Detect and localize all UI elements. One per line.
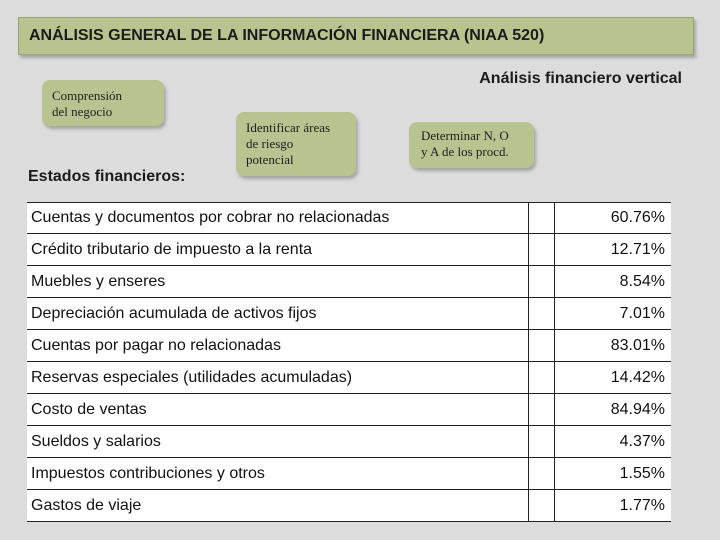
table-row — [27, 202, 671, 234]
table-row — [27, 330, 671, 362]
section-label: Estados financieros: — [28, 168, 186, 185]
row-divider — [529, 362, 555, 393]
row-divider — [529, 490, 555, 521]
row-value: 4.37% — [619, 432, 665, 450]
table-row — [27, 266, 671, 298]
row-divider — [529, 234, 555, 265]
process-step-line: de riesgo — [246, 136, 294, 151]
row-value: 1.55% — [619, 464, 665, 482]
row-name: Reservas especiales (utilidades acumuladas) — [27, 362, 529, 393]
row-divider — [529, 266, 555, 297]
row-name: Crédito tributario de impuesto a la renta — [27, 234, 529, 265]
row-name: Muebles y enseres — [27, 266, 529, 297]
process-step-understanding — [42, 80, 164, 126]
process-step-risk-areas — [236, 112, 356, 176]
row-name: Impuestos contribuciones y otros — [27, 458, 529, 489]
page-title-bar — [18, 17, 694, 55]
process-step-line: Determinar N, O — [421, 128, 509, 143]
table-row — [27, 362, 671, 394]
row-name: Costo de ventas — [27, 394, 529, 425]
financial-table — [27, 202, 671, 522]
table-row — [27, 458, 671, 490]
subtitle: Análisis financiero vertical — [479, 70, 682, 87]
row-divider — [529, 426, 555, 457]
row-divider — [529, 203, 555, 233]
row-name: Sueldos y salarios — [27, 426, 529, 457]
row-value: 7.01% — [619, 304, 665, 322]
table-row — [27, 298, 671, 330]
table-row — [27, 234, 671, 266]
row-value: 8.54% — [619, 272, 665, 290]
row-value: 14.42% — [610, 368, 665, 386]
row-value: 60.76% — [610, 209, 665, 226]
process-step-line: Comprensión — [52, 88, 123, 103]
table-row — [27, 394, 671, 426]
table-row — [27, 490, 671, 522]
row-value: 83.01% — [610, 336, 665, 354]
process-step-line: Identificar áreas — [246, 120, 331, 135]
row-value: 1.77% — [619, 496, 665, 514]
row-name: Cuentas y documentos por cobrar no relacionadas — [27, 203, 529, 233]
process-step-procedures — [409, 122, 534, 168]
process-step-line: del negocio — [52, 104, 113, 119]
row-name: Depreciación acumulada de activos fijos — [27, 298, 529, 329]
process-step-line: y A de los procd. — [421, 144, 509, 159]
row-name: Gastos de viaje — [27, 490, 529, 521]
row-name: Cuentas por pagar no relacionadas — [27, 330, 529, 361]
row-value: 12.71% — [610, 240, 665, 258]
row-divider — [529, 394, 555, 425]
process-step-line: potencial — [246, 152, 294, 167]
row-value: 84.94% — [610, 400, 665, 418]
page-title: ANÁLISIS GENERAL DE LA INFORMACIÓN FINANCIERA (NIAA 520) — [29, 27, 545, 44]
table-row — [27, 426, 671, 458]
row-divider — [529, 458, 555, 489]
row-divider — [529, 330, 555, 361]
row-divider — [529, 298, 555, 329]
